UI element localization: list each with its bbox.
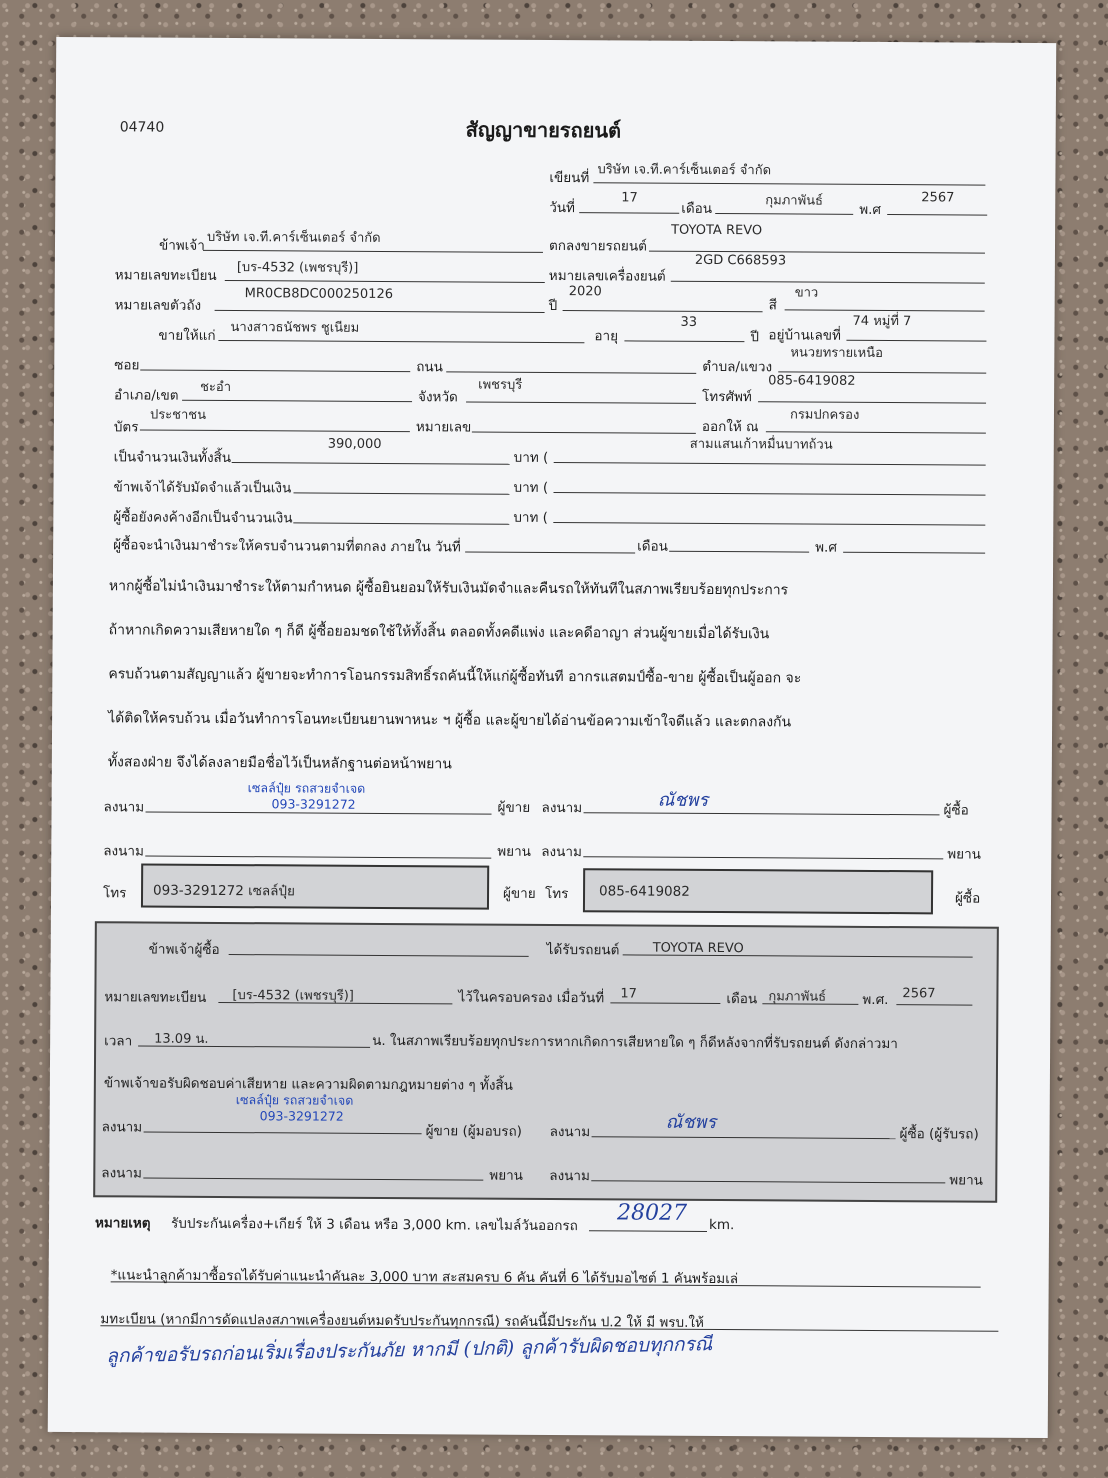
buyer-sign-label: ลงนาม: [541, 799, 583, 817]
seller-value[interactable]: บริษัท เจ.ที.คาร์เซ็นเตอร์ จำกัด: [207, 229, 381, 246]
handwritten-note: ลูกค้าขอรับรถก่อนเริ่มเรื่องประกันภัย หากมี (ปกติ) ลูกค้ารับผิดชอบทุกกรณี: [105, 1333, 713, 1368]
receipt-buyer-sign-label: ลงนาม: [549, 1123, 591, 1141]
buyer-value[interactable]: นางสาวธนัชพร ชูเนียม: [230, 320, 360, 336]
receipt-time[interactable]: 13.09 น.: [154, 1031, 209, 1047]
deposit-label: ข้าพเจ้าได้รับมัดจำแล้วเป็นเงิน: [113, 479, 292, 497]
district-label: อำเภอ/เขต: [114, 387, 179, 404]
province-label: จังหวัด: [418, 389, 458, 406]
total-baht: บาท (: [513, 449, 549, 466]
pay-by-label: ผู้ซื้อจะนำเงินมาชำระให้ครบจำนวนตามที่ตกลง ภายใน วันที่: [113, 537, 461, 556]
receipt-year-label: พ.ศ.: [862, 991, 889, 1009]
agree-sell-label: ตกลงขายรถยนต์: [548, 237, 647, 255]
witness1-role: พยาน: [497, 843, 531, 860]
buyer-role: ผู้ซื้อ: [943, 802, 969, 819]
number-label: หมายเลข: [415, 419, 472, 436]
pay-by-month-label: เดือน: [637, 538, 668, 555]
receipt-reg-label: หมายเลขทะเบียน: [104, 989, 207, 1006]
engine-label: หมายเลขเครื่องยนต์: [548, 267, 666, 285]
reg-value[interactable]: [บร-4532 (เพชรบุรี)]: [236, 260, 359, 276]
page-title: สัญญาขายรถยนต์: [465, 117, 622, 143]
remain-label: ผู้ซื้อยังคงค้างอีกเป็นจำนวนเงิน: [113, 509, 293, 527]
note-text: รับประกันเครื่อง+เกียร์ ให้ 3 เดือน หรือ 3,000 km. เลขไมล์วันออกรถ: [170, 1215, 578, 1235]
terms-line-4: ได้ติดให้ครบถ้วน เมื่อวันทำการโอนทะเบียนยานพาหนะ ฯ ผู้ซื้อ และผู้ขายได้อ่านข้อความเข้าใจดีแล้ว และตกลงกัน: [108, 710, 792, 731]
total-value[interactable]: 390,000: [327, 436, 382, 452]
soi-label: ซอย: [114, 357, 140, 374]
receipt-possess-label: ไว้ในครอบครอง เมื่อวันที่: [458, 989, 605, 1007]
receipt-year[interactable]: 2567: [902, 986, 936, 1002]
house-value[interactable]: 74 หมู่ที่ 7: [852, 313, 912, 330]
seller-phone-role: ผู้ขาย: [502, 885, 536, 902]
receipt-time-after: น. ในสภาพเรียบร้อยทุกประการหากเกิดการเสียหายใด ๆ ก็ดีหลังจากที่รับรถยนต์ ดังกล่าวมา: [372, 1032, 898, 1053]
year-label: พ.ศ: [859, 201, 882, 218]
terms-line-2: ถ้าหากเกิดความเสียหายใด ๆ ก็ดี ผู้ซื้อยอมชดใช้ให้ทั้งสิ้น ตลอดทั้งคดีแพ่ง และคดีอาญา ส่วนผู้ขายเมื่อได้รับเงิน: [108, 622, 770, 643]
written-at-value[interactable]: บริษัท เจ.ที.คาร์เซ็นเตอร์ จำกัด: [597, 162, 772, 179]
note-label: หมายเหตุ: [94, 1215, 151, 1232]
color-value[interactable]: ขาว: [794, 285, 819, 301]
buyer-label: ขายให้แก่: [158, 327, 216, 344]
receipt-witness1-label: ลงนาม: [101, 1165, 142, 1182]
buyer-phone-box: [583, 868, 933, 914]
receipt-buyer-signature[interactable]: ณัชพร: [665, 1111, 717, 1134]
written-at-label: เขียนที่: [549, 169, 590, 187]
province-value[interactable]: เพชรบุรี: [478, 377, 523, 393]
terms-line-3: ครบถ้วนตามสัญญาแล้ว ผู้ขายจะทำการโอนกรรมสิทธิ์รถคันนี้ให้แก่ผู้ซื้อทันที อากรแสตมป์ซื้อ-ขาย ผู้ซื้อเป็นผู้ออก จะ: [108, 666, 802, 687]
receipt-seller-sign-label: ลงนาม: [101, 1119, 143, 1136]
district-value[interactable]: ชะอำ: [200, 379, 232, 396]
receipt-liability: ข้าพเจ้าขอรับผิดชอบค่าเสียหาย และความผิดตามกฎหมายต่าง ๆ ทั้งสิ้น: [103, 1075, 513, 1094]
receipt-car[interactable]: TOYOTA REVO: [652, 940, 744, 957]
date-day[interactable]: 17: [621, 190, 638, 206]
registration-text: มทะเบียน (หากมีการดัดแปลงสภาพเครื่องยนต์หมดรับประกันทุกกรณี) รถคันนี้มีประกัน ป.2 ให้ มี พรบ.ให้: [100, 1311, 704, 1331]
total-label: เป็นจำนวนเงินทั้งสิ้น: [113, 449, 232, 467]
road-label: ถนน: [416, 359, 443, 376]
age-unit: ปี: [750, 329, 760, 346]
car-year-value[interactable]: 2020: [568, 284, 602, 300]
receipt-witness2-role: พยาน: [949, 1172, 983, 1189]
subdistrict-value[interactable]: หนวยทรายเหนือ: [790, 345, 883, 362]
seller-stamp-name: เซลล์ปุ๋ย รถสวยจำเจด: [247, 780, 366, 796]
receipt-box: [93, 921, 999, 1203]
receipt-reg[interactable]: [บร-4532 (เพชรบุรี)]: [232, 988, 354, 1004]
seller-phone-label: โทร: [102, 885, 127, 902]
receipt-received-label: ได้รับรถยนต์: [546, 941, 620, 959]
contract-paper: [48, 37, 1057, 1438]
date-month[interactable]: กุมภาพันธ์: [765, 193, 824, 209]
chassis-label: หมายเลขตัวถัง: [114, 297, 202, 314]
doc-number: 04740: [119, 119, 165, 136]
subdistrict-label: ตำบล/แขวง: [702, 358, 773, 376]
age-label: อายุ: [594, 328, 619, 345]
seller-phone-box: [141, 863, 489, 909]
remain-baht: บาท (: [513, 509, 548, 526]
reg-label: หมายเลขทะเบียน: [114, 267, 217, 284]
car-model[interactable]: TOYOTA REVO: [671, 222, 763, 239]
referral-text: *แนะนำลูกค้ามาซื้อรถได้รับค่าแนะนำคันละ 3,000 บาท สะสมครบ 6 คัน คันที่ 6 ได้รับมอไซต์ 1 คันพร้อมเล่: [110, 1267, 739, 1288]
color-label: สี: [768, 297, 777, 314]
witness1-sign-label: ลงนาม: [103, 843, 144, 860]
receipt-time-label: เวลา: [104, 1033, 133, 1050]
receipt-witness2-label: ลงนาม: [549, 1167, 590, 1185]
total-text[interactable]: สามแสนเก้าหมื่นบาทถ้วน: [689, 436, 833, 453]
buyer-phone-label: โทร: [544, 885, 569, 903]
receipt-month-label: เดือน: [726, 991, 758, 1008]
terms-line-5: ทั้งสองฝ่าย จึงได้ลงลายมือชื่อไว้เป็นหลักฐานต่อหน้าพยาน: [107, 754, 452, 773]
house-label: อยู่บ้านเลขที่: [768, 327, 841, 344]
buyer-phone-value[interactable]: 085-6419082: [599, 883, 690, 900]
receipt-witness1-role: พยาน: [489, 1167, 523, 1184]
receipt-buyer-label: ข้าพเจ้าผู้ซื้อ: [148, 941, 220, 958]
witness2-sign-label: ลงนาม: [541, 843, 582, 861]
phone-label: โทรศัพท์: [702, 388, 752, 406]
mileage-unit: km.: [708, 1216, 735, 1234]
issued-label: ออกให้ ณ: [701, 418, 759, 436]
card-value[interactable]: ประชาชน: [149, 407, 207, 423]
chassis-value[interactable]: MR0CB8DC000250126: [244, 286, 394, 303]
buyer-signature[interactable]: ณัชพร: [657, 789, 709, 811]
deposit-baht: บาท (: [513, 479, 549, 496]
pay-by-be-label: พ.ศ: [815, 539, 837, 556]
date-label: วันที่: [549, 199, 576, 217]
car-year-label: ปี: [548, 297, 558, 315]
receipt-seller-role: ผู้ขาย (ผู้มอบรถ): [425, 1123, 523, 1140]
card-label: บัตร: [113, 419, 139, 436]
receipt-stamp-phone: 093-3291272: [259, 1108, 344, 1124]
mileage-value[interactable]: 28027: [617, 1200, 688, 1226]
age-value[interactable]: 33: [680, 314, 698, 330]
receipt-buyer-role: ผู้ซื้อ (ผู้รับรถ): [899, 1126, 979, 1143]
seller-stamp-phone: 093-3291272: [271, 796, 356, 812]
seller-role: ผู้ขาย: [497, 799, 531, 816]
phone-value[interactable]: 085-6419082: [768, 373, 856, 389]
seller-label: ข้าพเจ้า: [158, 237, 205, 254]
month-label: เดือน: [681, 200, 712, 217]
receipt-month[interactable]: กุมภาพันธ์: [768, 989, 827, 1005]
witness2-role: พยาน: [947, 846, 981, 863]
buyer-phone-role: ผู้ซื้อ: [954, 890, 981, 907]
date-year[interactable]: 2567: [921, 190, 955, 206]
receipt-stamp-name: เซลล์ปุ๋ย รถสวยจำเจด: [235, 1092, 354, 1108]
issued-value[interactable]: กรมปกครอง: [789, 407, 860, 423]
seller-phone-value[interactable]: 093-3291272 เซลล์ปุ๋ย: [153, 882, 295, 900]
seller-sign-label: ลงนาม: [103, 799, 145, 816]
receipt-day[interactable]: 17: [620, 986, 638, 1002]
terms-line-1: หากผู้ซื้อไม่นำเงินมาชำระให้ตามกำหนด ผู้ซื้อยินยอมให้รับเงินมัดจำและคืนรถให้ทันทีในสภาพเรียบร้อยทุกประการ: [108, 578, 789, 599]
engine-value[interactable]: 2GD C668593: [694, 252, 787, 269]
